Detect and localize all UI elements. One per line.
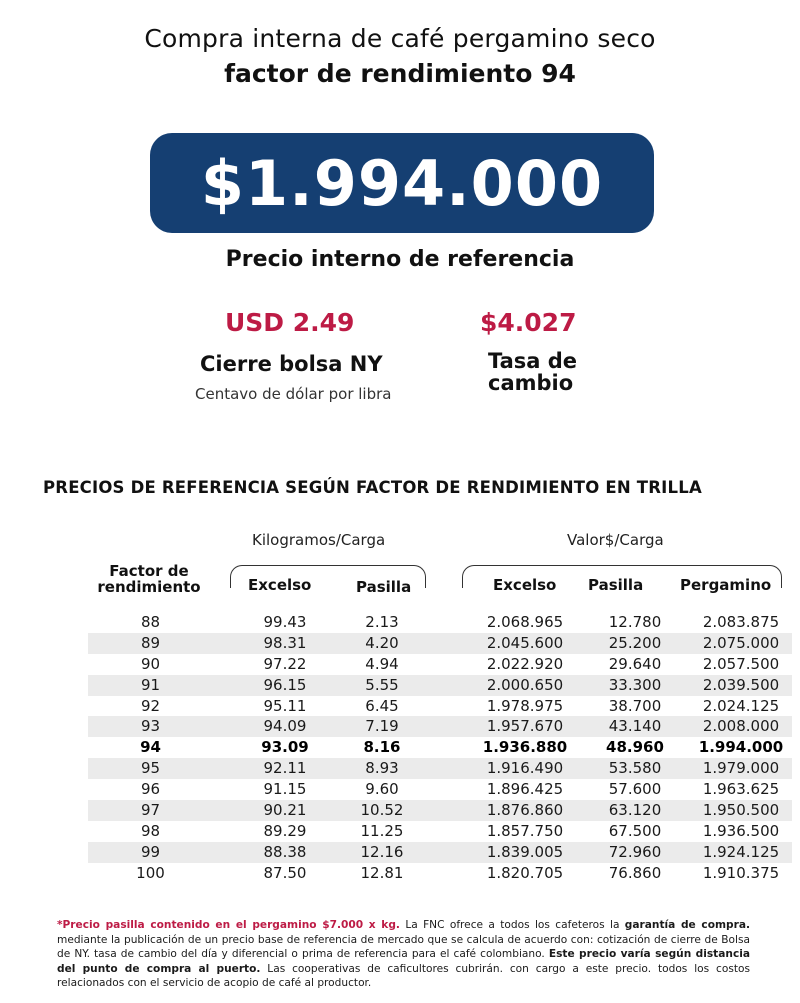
cell-pasilla-kg: 7.19: [365, 717, 399, 736]
table-row: [88, 633, 792, 654]
cell-pasilla-valor: 43.140: [608, 717, 662, 736]
cell-excelso-kg: 95.11: [263, 696, 307, 715]
table-row: [88, 800, 792, 821]
group-header-valor: Valor$/Carga: [567, 531, 664, 549]
cell-pasilla-kg: 10.52: [360, 801, 404, 820]
cell-pergamino: 2.039.500: [702, 675, 780, 694]
table-row: [88, 863, 792, 884]
table-row: [88, 612, 792, 633]
cell-pasilla-kg: 12.81: [360, 863, 404, 882]
page-title: factor de rendimiento 94: [224, 59, 576, 88]
cell-excelso-valor: 1.936.880: [482, 738, 568, 757]
column-header-pergamino: Pergamino: [680, 576, 772, 594]
table-row: [88, 779, 792, 800]
cell-excelso-valor: 1.839.005: [486, 842, 564, 861]
cell-factor: 88: [140, 613, 161, 631]
cell-excelso-kg: 97.22: [263, 654, 307, 673]
cell-excelso-valor: 1.978.975: [486, 696, 564, 715]
cell-pergamino: 1.963.625: [702, 780, 780, 799]
cell-pasilla-valor: 76.860: [608, 863, 662, 882]
cell-factor: 95: [140, 759, 161, 778]
cell-pasilla-valor: 25.200: [608, 633, 662, 652]
price-banner: [150, 133, 654, 233]
reference-price-table: [88, 612, 792, 884]
cell-excelso-valor: 1.896.425: [486, 780, 564, 799]
cell-excelso-kg: 90.21: [263, 801, 307, 820]
cell-excelso-kg: 89.29: [263, 821, 307, 840]
cell-factor: 91: [140, 675, 161, 694]
footnote-text-3: Las cooperativas de caficultores cubrirán. con cargo a este precio. todos los costos relacionados con el servicio de acopio de café al productor.: [57, 962, 751, 990]
cell-pasilla-valor: 63.120: [608, 801, 662, 820]
cell-excelso-kg: 87.50: [263, 863, 307, 882]
bolsa-ny-note: Centavo de dólar por libra: [195, 385, 392, 403]
footnote-text-2: mediante la publicación de un precio base de referencia de mercado que se calcula de acuerdo con: cotización de cierre de Bolsa de NY. tasa de cambio del día y diferencial o prima de referencia para el café colombiano.: [57, 933, 750, 961]
page-subtitle: Compra interna de café pergamino seco: [144, 24, 656, 53]
cell-factor: 97: [140, 801, 161, 820]
cell-pergamino: 1.924.125: [702, 842, 780, 861]
cell-excelso-valor: 2.000.650: [486, 675, 564, 694]
cell-pergamino: 2.083.875: [702, 613, 780, 631]
cell-pasilla-kg: 5.55: [365, 675, 399, 694]
cell-pasilla-kg: 8.16: [363, 738, 401, 757]
cell-pasilla-valor: 33.300: [608, 675, 662, 694]
cell-factor: 89: [140, 633, 161, 652]
cell-excelso-valor: 1.916.490: [486, 759, 564, 778]
cell-excelso-valor: 1.876.860: [486, 801, 564, 820]
cell-pasilla-kg: 2.13: [365, 613, 399, 631]
cell-excelso-kg: 99.43: [263, 613, 307, 631]
table-row: [88, 821, 792, 842]
cell-factor: 100: [136, 863, 165, 882]
cell-excelso-valor: 2.022.920: [486, 654, 564, 673]
cell-pasilla-kg: 6.45: [365, 696, 399, 715]
cell-factor: 98: [140, 821, 161, 840]
cell-pasilla-valor: 12.780: [608, 613, 662, 631]
cell-factor: 90: [140, 654, 161, 673]
table-row: [88, 842, 792, 863]
cell-pergamino: 1.950.500: [702, 801, 780, 820]
cell-pasilla-kg: 9.60: [365, 780, 399, 799]
cell-excelso-kg: 91.15: [263, 780, 307, 799]
cell-pasilla-kg: 8.93: [365, 759, 399, 778]
cell-pasilla-valor: 53.580: [608, 759, 662, 778]
cell-excelso-kg: 93.09: [261, 738, 309, 757]
column-header-excelso-valor: Excelso: [493, 576, 557, 594]
cell-factor: 94: [140, 738, 161, 757]
cell-excelso-kg: 88.38: [263, 842, 307, 861]
cell-pergamino: 2.008.000: [702, 717, 780, 736]
exchange-rate-label-line1: Tasa de: [488, 349, 578, 373]
cell-pasilla-valor: 48.960: [606, 738, 664, 757]
group-header-kg: Kilogramos/Carga: [252, 531, 386, 549]
cell-pergamino: 2.057.500: [702, 654, 780, 673]
cell-pergamino: 1.936.500: [702, 821, 780, 840]
column-header-factor-line1: Factor de: [109, 562, 189, 580]
column-header-excelso-kg: Excelso: [248, 576, 312, 594]
footnote-guarantee: garantía de compra.: [624, 919, 750, 931]
cell-pasilla-valor: 72.960: [608, 842, 662, 861]
cell-pasilla-kg: 4.94: [365, 654, 399, 673]
cell-excelso-kg: 92.11: [263, 759, 307, 778]
cell-excelso-kg: 94.09: [263, 717, 307, 736]
cell-pergamino: 1.994.000: [698, 738, 784, 757]
cell-excelso-valor: 1.820.705: [486, 863, 564, 882]
cell-pergamino: 1.979.000: [702, 759, 780, 778]
cell-excelso-valor: 2.045.600: [486, 633, 564, 652]
cell-pasilla-valor: 67.500: [608, 821, 662, 840]
cell-pasilla-kg: 11.25: [360, 821, 404, 840]
table-row: [88, 675, 792, 696]
cell-factor: 96: [140, 780, 161, 799]
cell-excelso-valor: 2.068.965: [486, 613, 564, 631]
cell-pasilla-kg: 4.20: [365, 633, 399, 652]
bolsa-ny-value: USD 2.49: [225, 308, 355, 337]
cell-factor: 93: [140, 717, 161, 736]
table-row: [88, 716, 792, 737]
exchange-rate-label: [488, 350, 608, 394]
exchange-rate-label-line2: cambio: [488, 371, 574, 395]
cell-pergamino: 2.075.000: [702, 633, 780, 652]
cell-pasilla-valor: 29.640: [608, 654, 662, 673]
table-row: [88, 654, 792, 675]
cell-pasilla-valor: 38.700: [608, 696, 662, 715]
cell-pergamino: 1.910.375: [702, 863, 780, 882]
cell-excelso-valor: 1.957.670: [486, 717, 564, 736]
footnote-pasilla-note: *Precio pasilla contenido en el pergamino $7.000 x kg.: [57, 919, 400, 931]
cell-excelso-kg: 98.31: [263, 633, 307, 652]
reference-price-value: $1.994.000: [200, 146, 604, 220]
bolsa-ny-label: Cierre bolsa NY: [200, 352, 383, 376]
footnote-distance-note: Este precio varía según distancia del punto de compra al puerto.: [57, 948, 750, 975]
cell-pasilla-valor: 57.600: [608, 780, 662, 799]
column-header-factor-line2: rendimiento: [97, 578, 201, 596]
cell-factor: 92: [140, 696, 161, 715]
reference-price-label: Precio interno de referencia: [225, 247, 575, 272]
table-row-highlighted: [88, 737, 792, 758]
cell-excelso-valor: 1.857.750: [486, 821, 564, 840]
section-title: PRECIOS DE REFERENCIA SEGÚN FACTOR DE RENDIMIENTO EN TRILLA: [43, 478, 702, 497]
cell-excelso-kg: 96.15: [263, 675, 307, 694]
table-row: [88, 696, 792, 717]
column-header-pasilla-valor: Pasilla: [588, 576, 644, 594]
exchange-rate-value: $4.027: [480, 308, 577, 337]
footnote: [57, 918, 750, 991]
cell-pergamino: 2.024.125: [702, 696, 780, 715]
cell-factor: 99: [140, 842, 161, 861]
column-header-factor: [95, 563, 203, 595]
cell-pasilla-kg: 12.16: [360, 842, 404, 861]
table-row: [88, 758, 792, 779]
column-header-pasilla-kg: Pasilla: [356, 578, 412, 596]
footnote-text-1: La FNC ofrece a todos los cafeteros la: [399, 919, 625, 931]
